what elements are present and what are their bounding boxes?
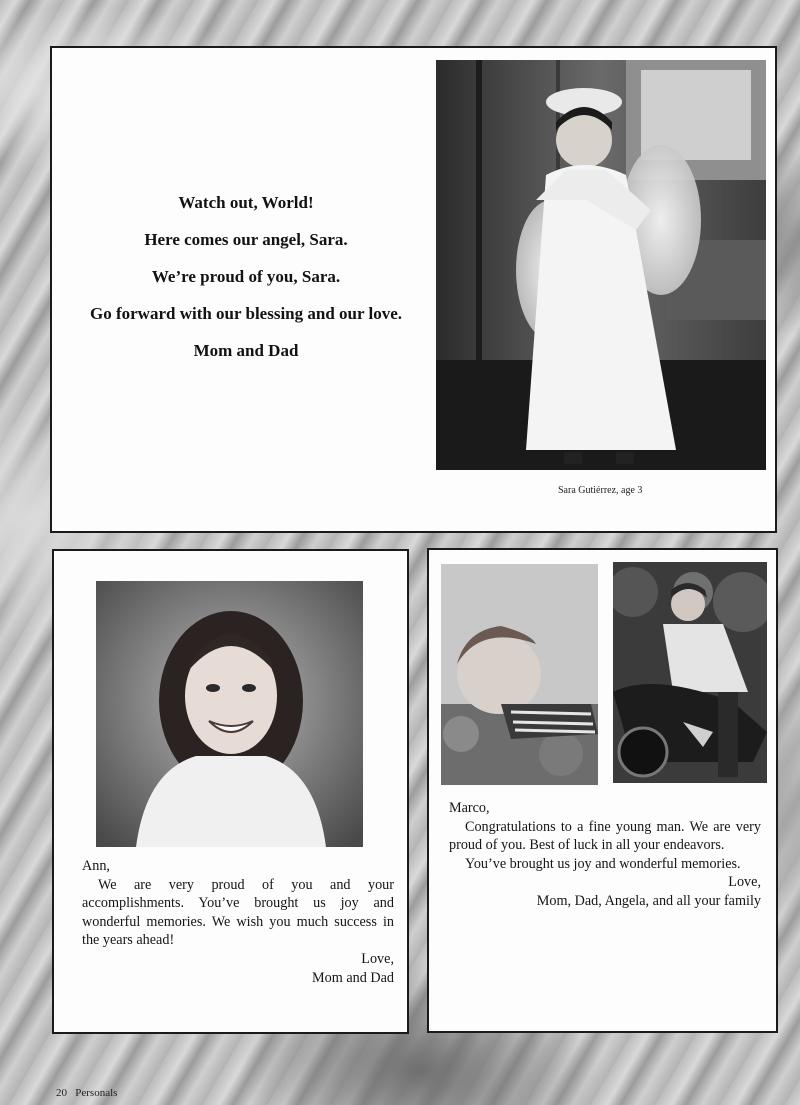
message-line-4: Go forward with our blessing and our love. bbox=[89, 304, 403, 323]
page-number: 20 bbox=[56, 1087, 67, 1099]
marco-motorcycle-photo bbox=[613, 562, 767, 783]
marco-closing: Love, bbox=[728, 874, 761, 891]
angel-photo-illustration bbox=[436, 60, 766, 470]
marco-motorcycle-illustration bbox=[613, 562, 767, 783]
ann-closing: Love, bbox=[361, 950, 394, 967]
message-line-1: Watch out, World! bbox=[178, 193, 314, 212]
marco-paragraph-1: Congratulations to a fine young man. We are very proud of you. Best of luck in all your endeavors. bbox=[449, 818, 761, 854]
section-name: Personals bbox=[75, 1087, 118, 1099]
marco-signature: Mom, Dad, Angela, and all your family bbox=[536, 892, 761, 909]
marco-child-illustration bbox=[441, 564, 598, 785]
ann-greeting: Ann, bbox=[82, 858, 110, 874]
ann-tribute-panel bbox=[52, 549, 409, 1034]
ann-letter-body: We are very proud of you and your accomplishments. You’ve brought us joy and wonderful memories. We wish you much success in the years ahead! bbox=[82, 876, 394, 949]
message-line-5: Mom and Dad bbox=[193, 341, 299, 360]
page-footer bbox=[56, 1087, 117, 1099]
sara-tribute-message bbox=[52, 184, 440, 369]
marco-paragraph-2: You’ve brought us joy and wonderful memories. bbox=[465, 855, 741, 872]
marco-letter bbox=[449, 799, 761, 911]
ann-signature: Mom and Dad bbox=[312, 969, 394, 986]
ann-letter bbox=[82, 857, 394, 987]
marco-tribute-panel bbox=[427, 548, 778, 1033]
sara-photo-caption: Sara Gutiérrez, age 3 bbox=[558, 485, 643, 496]
ann-portrait-illustration bbox=[96, 581, 363, 847]
marco-greeting: Marco, bbox=[449, 800, 490, 816]
message-line-2: Here comes our angel, Sara. bbox=[144, 230, 348, 249]
ann-portrait-photo bbox=[96, 581, 363, 847]
sara-tribute-panel bbox=[50, 46, 777, 533]
sara-angel-photo bbox=[436, 60, 766, 470]
message-line-3: We’re proud of you, Sara. bbox=[151, 267, 341, 286]
marco-child-photo bbox=[441, 564, 598, 785]
